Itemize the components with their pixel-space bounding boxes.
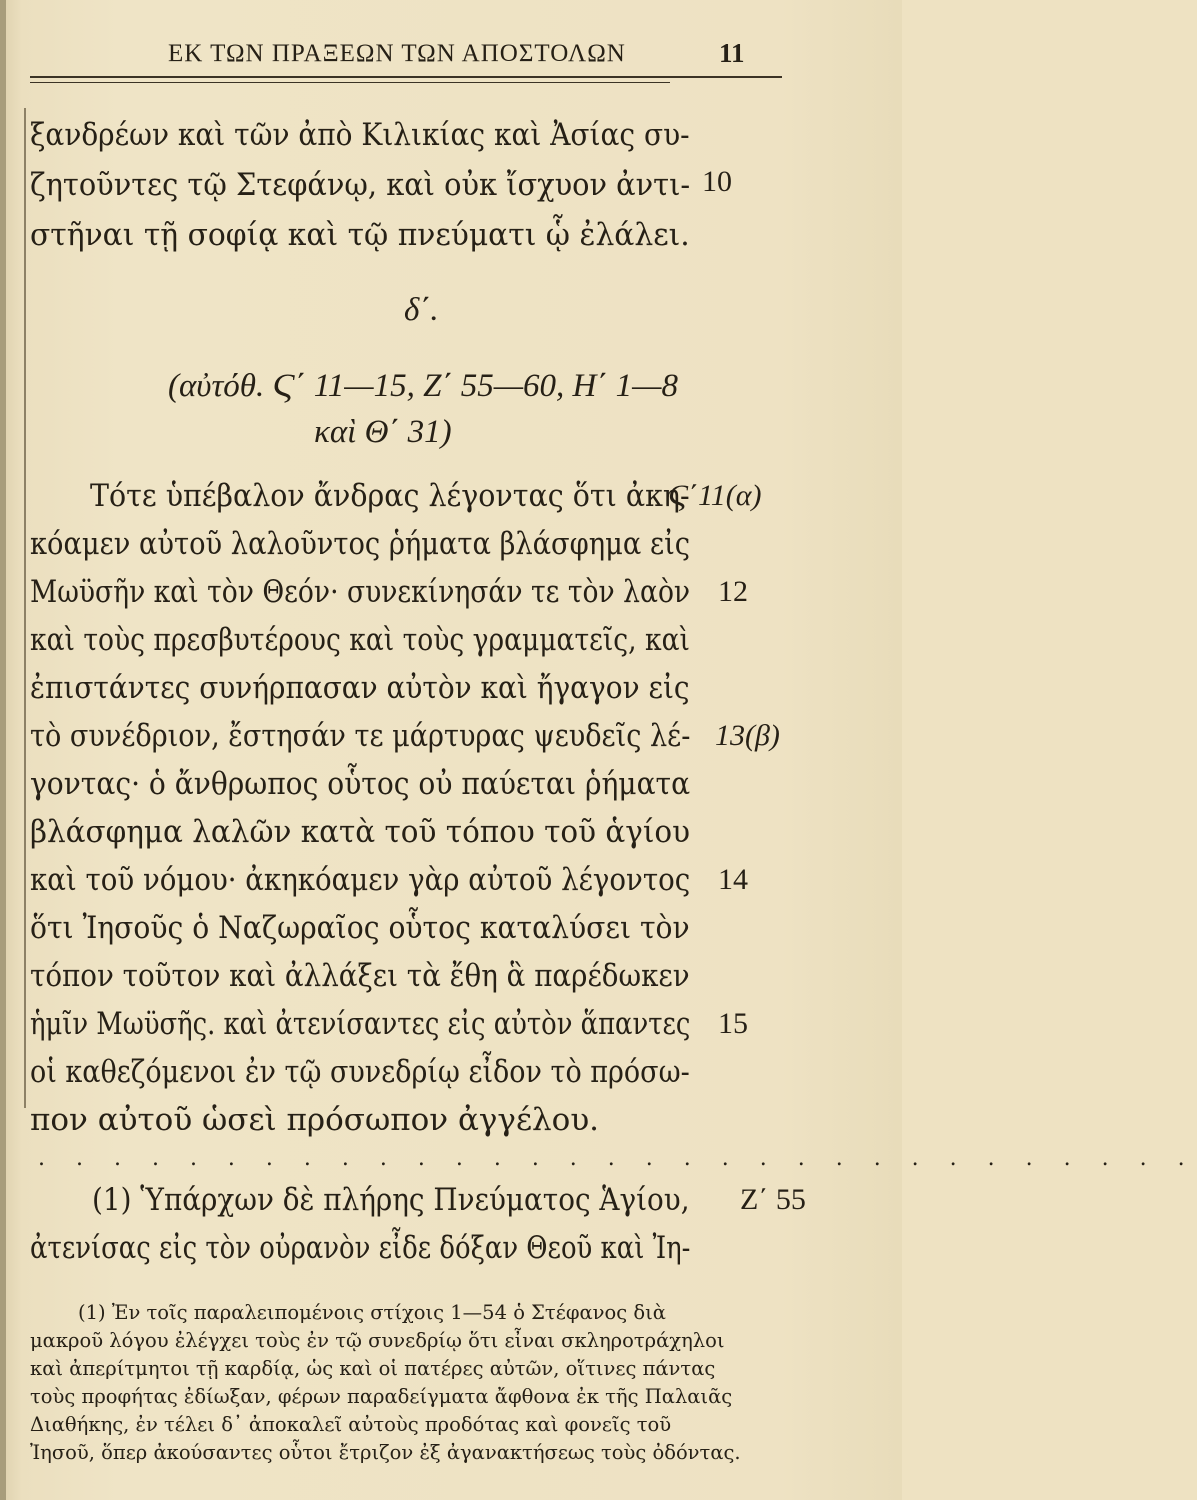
header-rule-top — [30, 76, 782, 78]
text-line: ξανδρέων καὶ τῶν ἀπὸ Κιλικίας καὶ Ἀσίας συ- — [30, 117, 690, 153]
footnote-line: μακροῦ λόγου ἐλέγχει τοὺς ἐν τῷ συνεδρίῳ ὅτι εἶναι σκληροτράχηλοι — [30, 1329, 725, 1352]
footnote-line: Διαθήκης, ἐν τέλει δ᾽ ἀποκαλεῖ αὐτοὺς προδότας καὶ φονεῖς τοῦ — [30, 1413, 672, 1436]
omission-dots: . . . . . . . . . . . . . . . . . . . . . . . . . . . . . . . — [38, 1146, 1197, 1171]
footnote-line: καὶ ἀπερίτμητοι τῇ καρδίᾳ, ὡς καὶ οἱ πατέρες αὐτῶν, οἵτινες πάντας — [30, 1357, 716, 1380]
footnote-line: (1) Ἐν τοῖς παραλειπομένοις στίχοις 1—54 ὁ Στέφανος διὰ — [78, 1301, 666, 1324]
verse-number: 15 — [718, 1007, 748, 1040]
text-line: ζητοῦντες τῷ Στεφάνῳ, καὶ οὐκ ἴσχυον ἀντι- — [30, 167, 691, 203]
footnote-line: τοὺς προφήτας ἐδίωξαν, φέρων παραδείγματα ἄφθονα ἐκ τῆς Παλαιᾶς — [30, 1385, 733, 1408]
section-reference-cont: καὶ Θ΄ 31) — [314, 414, 452, 450]
running-title: ΕΚ ΤΩΝ ΠΡΑΞΕΩΝ ΤΩΝ ΑΠΟΣΤΟΛΩΝ — [168, 40, 626, 67]
text-line: γοντας· ὁ ἄνθρωπος οὗτος οὐ παύεται ῥήματα — [30, 766, 691, 802]
section-reference: (αὐτόθ. Ϛ΄ 11—15, Ζ΄ 55—60, Η΄ 1—8 — [168, 368, 678, 404]
section-number: δ΄. — [404, 292, 439, 328]
footnote-line: Ἰησοῦ, ὅπερ ἀκούσαντες οὗτοι ἔτριζον ἐξ ἀγανακτήσεως τοὺς ὀδόντας. — [30, 1441, 741, 1464]
verse-number: 14 — [718, 863, 748, 896]
text-line: οἱ καθεζόμενοι ἐν τῷ συνεδρίῳ εἶδον τὸ πρόσω- — [30, 1054, 690, 1090]
text-line: πον αὐτοῦ ὡσεὶ πρόσωπον ἀγγέλου. — [30, 1102, 600, 1138]
left-margin-rule — [24, 108, 26, 1108]
running-header — [0, 38, 902, 78]
text-line: ἀτενίσας εἰς τὸν οὐρανὸν εἶδε δόξαν Θεοῦ καὶ Ἰη- — [30, 1230, 691, 1266]
text-line: τόπον τοῦτον καὶ ἀλλάξει τὰ ἔθη ἃ παρέδωκεν — [30, 958, 690, 994]
text-line: τὸ συνέδριον, ἔστησάν τε μάρτυρας ψευδεῖς λέ- — [30, 718, 691, 754]
verse-number: 13(β) — [715, 719, 780, 752]
text-line: ἡμῖν Μωϋσῆς. καὶ ἀτενίσαντες εἰς αὐτὸν ἅπαντες — [30, 1006, 691, 1042]
header-rule-bottom — [30, 82, 670, 83]
verse-number: Ϛ΄11(α) — [668, 479, 762, 512]
text-line: καὶ τοὺς πρεσβυτέρους καὶ τοὺς γραμματεῖς, καὶ — [30, 622, 690, 658]
verse-number: Ζ΄ 55 — [740, 1183, 806, 1216]
text-line: Μωϋσῆν καὶ τὸν Θεόν· συνεκίνησάν τε τὸν λαὸν — [30, 574, 691, 610]
verse-number: 10 — [702, 165, 732, 198]
text-line: Τότε ὑπέβαλον ἄνδρας λέγοντας ὅτι ἀκη- — [90, 478, 690, 514]
text-line: κόαμεν αὐτοῦ λαλοῦντος ῥήματα βλάσφημα εἰς — [30, 526, 691, 562]
text-line: καὶ τοῦ νόμου· ἀκηκόαμεν γὰρ αὐτοῦ λέγοντος — [30, 862, 691, 898]
page-binding-edge — [0, 0, 6, 1500]
text-line: ἐπιστάντες συνήρπασαν αὐτὸν καὶ ἤγαγον εἰς — [30, 670, 690, 706]
verse-number: 12 — [718, 575, 748, 608]
page-number: 11 — [719, 38, 745, 68]
text-line: βλάσφημα λαλῶν κατὰ τοῦ τόπου τοῦ ἁγίου — [30, 814, 691, 850]
text-line: (1) Ὑπάρχων δὲ πλήρης Πνεύματος Ἁγίου, — [92, 1182, 690, 1218]
text-line: ὅτι Ἰησοῦς ὁ Ναζωραῖος οὗτος καταλύσει τὸν — [30, 910, 690, 946]
text-line: στῆναι τῇ σοφίᾳ καὶ τῷ πνεύματι ᾧ ἐλάλει. — [30, 217, 690, 253]
